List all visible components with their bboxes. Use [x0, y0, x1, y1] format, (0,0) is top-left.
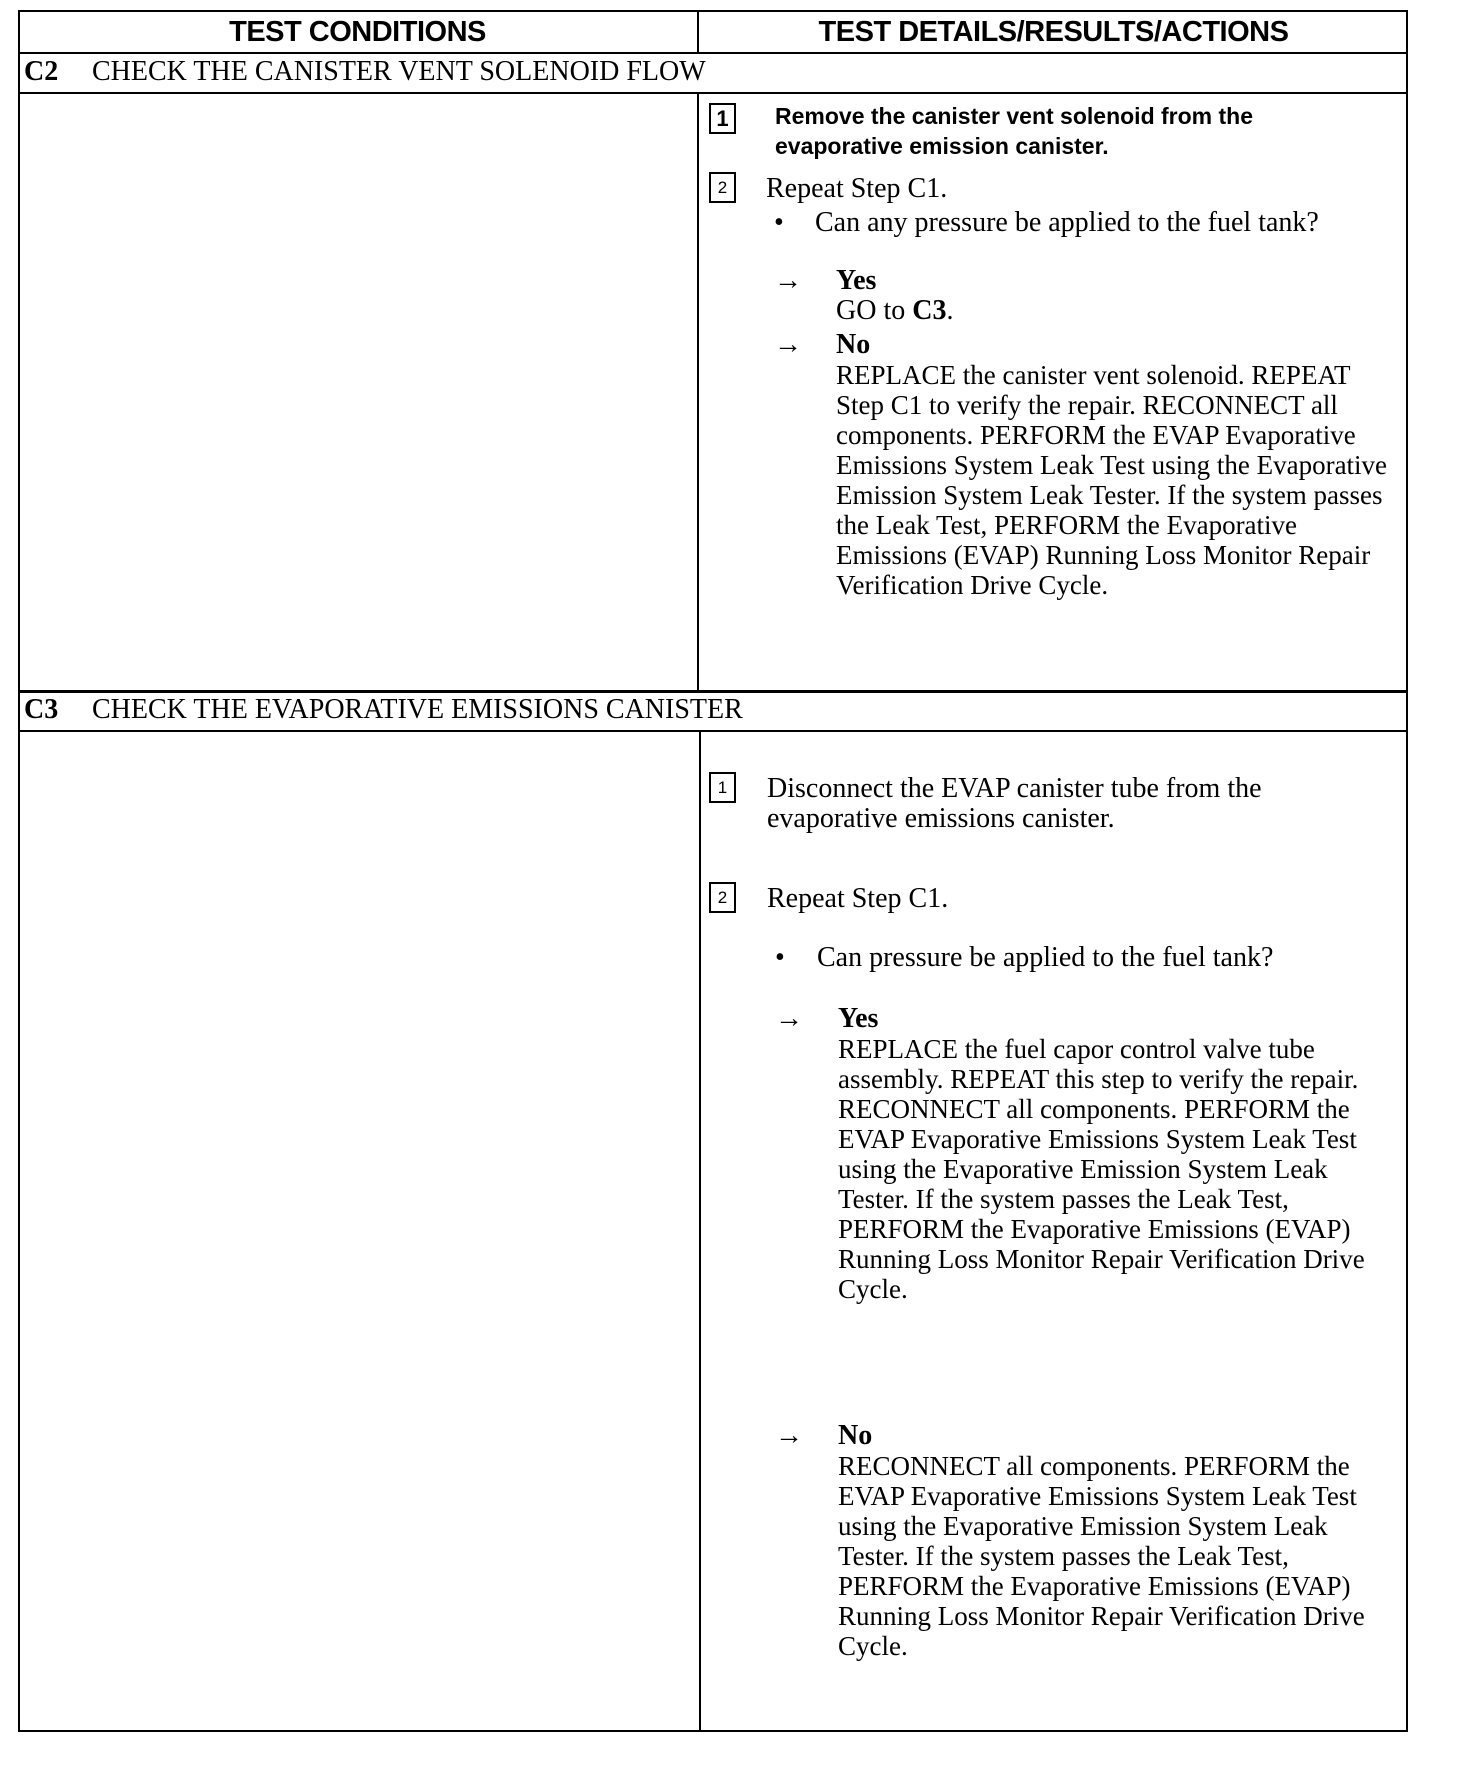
c2-title-divider: [18, 92, 1408, 94]
header-test-details: TEST DETAILS/RESULTS/ACTIONS: [818, 16, 1289, 48]
c2-no-arrow: →: [774, 329, 802, 360]
c2-no-label: No: [836, 329, 871, 360]
c3-question: Can pressure be applied to the fuel tank?: [817, 942, 1274, 973]
c2-yes-arrow: →: [774, 265, 802, 296]
c3-step1-text: Disconnect the EVAP canister tube from the evaporative emissions canister.: [767, 773, 1262, 834]
c2-yes-action-pre: GO to: [836, 295, 913, 326]
c2-step2-text: Repeat Step C1.: [766, 173, 948, 204]
c2-no-action: REPLACE the canister vent solenoid. REPEAT Step C1 to verify the repair. RECONNECT all components. PERFORM the EVAP Evaporative Emissions System Leak Test using the Evaporative Emission System Leak Tester. If the system passes the Leak Test, PERFORM the Evaporative Emissions (EVAP) Running Loss Monitor Repair Verification Drive Cycle.: [836, 360, 1388, 600]
c3-column-divider: [699, 730, 701, 1732]
c3-title-divider: [18, 730, 1408, 732]
c2-section-title: [24, 52, 706, 92]
c2-title: CHECK THE CANISTER VENT SOLENOID FLOW: [92, 56, 706, 87]
c3-step2-text: Repeat Step C1.: [767, 883, 949, 914]
c3-step2-box: 2: [709, 882, 736, 913]
c2-bullet: •: [774, 207, 784, 238]
c2-yes-label: Yes: [836, 265, 877, 296]
c3-yes-label: Yes: [838, 1003, 879, 1034]
c3-code: C3: [24, 694, 59, 725]
c2-yes-action-ref: C3: [912, 295, 947, 326]
c2-question: Can any pressure be applied to the fuel tank?: [815, 207, 1319, 238]
c2-code: C2: [24, 56, 59, 87]
c3-step1-box: 1: [709, 772, 736, 803]
header-test-conditions: TEST CONDITIONS: [229, 16, 486, 48]
c2-step1-box: 1: [709, 103, 736, 134]
c3-title: CHECK THE EVAPORATIVE EMISSIONS CANISTER: [92, 694, 743, 725]
c3-no-action: RECONNECT all components. PERFORM the EVAP Evaporative Emissions System Leak Test using the Evaporative Emission System Leak Tester. If the system passes the Leak Test, PERFORM the Evaporative Emissions (EVAP) Running Loss Monitor Repair Verification Drive Cycle.: [838, 1451, 1365, 1661]
c3-no-arrow: →: [775, 1420, 803, 1451]
c3-yes-action: REPLACE the fuel capor control valve tube assembly. REPEAT this step to verify the repair. RECONNECT all components. PERFORM the EVAP Evaporative Emissions System Leak Test using the Evaporative Emission System Leak Tester. If the system passes the Leak Test, PERFORM the Evaporative Emissions (EVAP) Running Loss Monitor Repair Verification Drive Cycle.: [838, 1034, 1365, 1304]
c3-yes-arrow: →: [775, 1003, 803, 1034]
c2-yes-action: [836, 296, 953, 326]
c2-column-divider: [697, 92, 699, 690]
c3-section-title: [24, 690, 743, 730]
c3-bullet: •: [775, 942, 785, 973]
c2-yes-action-post: .: [946, 295, 954, 326]
c2-step2-box: 2: [709, 172, 736, 203]
c3-no-label: No: [838, 1420, 873, 1451]
c2-step1-text: Remove the canister vent solenoid from the evaporative emission canister.: [775, 103, 1254, 159]
